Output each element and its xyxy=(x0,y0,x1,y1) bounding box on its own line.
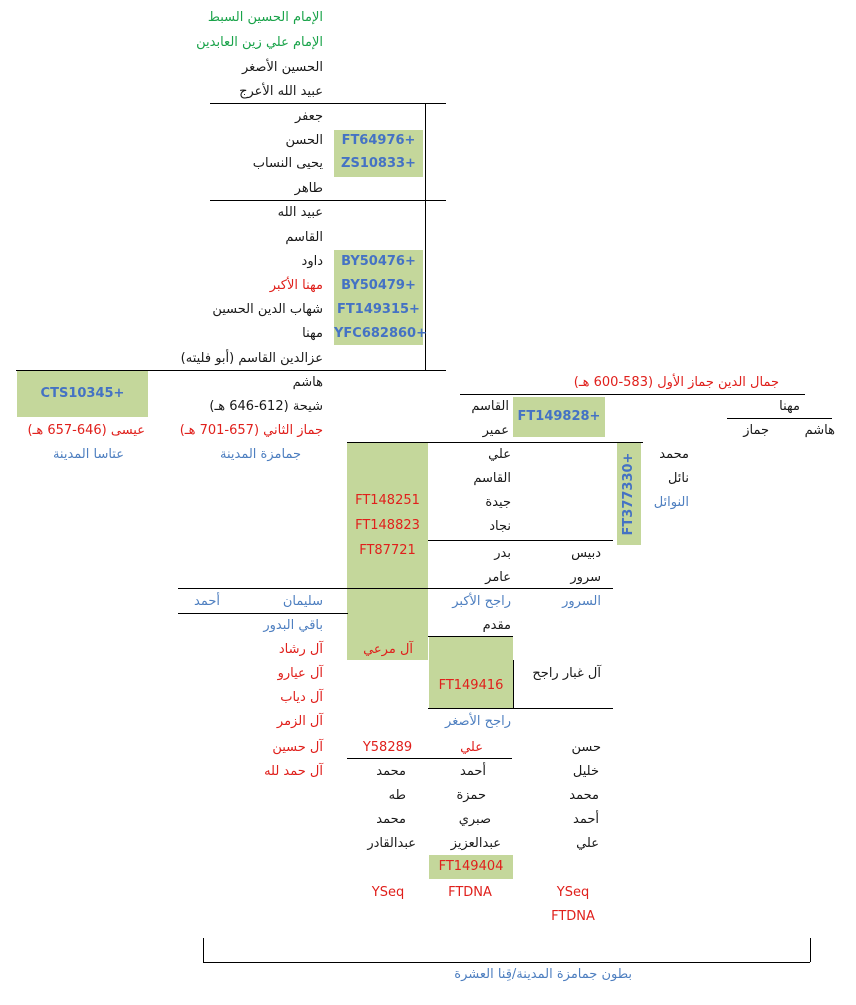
list-item: محمد xyxy=(376,764,406,779)
haplogroup-code: ZS10833+ xyxy=(341,156,416,171)
lineage-name: مهنا الأكبر xyxy=(269,278,323,293)
tribe-nawail: النوائل xyxy=(653,495,689,510)
lineage-name: عبيد الله xyxy=(277,205,323,220)
branch-eisa: عيسى (646-657 هـ) xyxy=(27,423,145,438)
divider-line xyxy=(178,588,613,589)
branch-ali-red: علي xyxy=(460,740,483,755)
tribe-otaisa: عتاسا المدينة xyxy=(52,447,124,462)
branch-muqaddam: مقدم xyxy=(482,618,511,633)
branch-ahmad: أحمد xyxy=(194,594,220,609)
lineage-name: الحسن xyxy=(285,133,323,148)
list-item: علي xyxy=(576,836,599,851)
list-item: حمزة xyxy=(456,788,486,803)
lineage-name: شيحة (612-646 هـ) xyxy=(209,399,323,414)
divider-line xyxy=(460,394,805,395)
divider-line xyxy=(428,708,613,709)
divider-line xyxy=(178,613,348,614)
branch-muhanna: مهنا xyxy=(779,399,800,414)
footer-bracket xyxy=(810,938,811,962)
branch-rajih-akbar: راجح الأكبر xyxy=(452,594,511,609)
lineage-name: يحيى النساب xyxy=(252,156,323,171)
list-item: محمد xyxy=(376,812,406,827)
branch-sulaiman: سليمان xyxy=(282,594,323,609)
divider-line xyxy=(727,418,832,419)
family-husain: آل حسين xyxy=(272,740,323,755)
footer-caption: بطون جمامزة المدينة/قِنا العشرة xyxy=(454,967,632,982)
lab-source: YSeq xyxy=(556,885,590,900)
haplogroup-code: FT149828+ xyxy=(517,409,601,424)
lineage-name: الحسين الأصغر xyxy=(241,60,323,75)
branch-jammaz2: جماز الثاني (657-701 هـ) xyxy=(179,423,323,438)
lineage-name: مهنا xyxy=(302,326,323,341)
lineage-name: عزالدين القاسم (أبو فليته) xyxy=(180,351,323,366)
haplogroup-code: FT149315+ xyxy=(337,302,420,317)
lineage-name: هاشم xyxy=(292,375,323,390)
haplogroup-code: FT149416 xyxy=(438,678,504,693)
family-diyab: آل دياب xyxy=(280,690,323,705)
lab-source: FTDNA xyxy=(448,885,492,900)
divider-line xyxy=(210,200,446,201)
lineage-name: جعفر xyxy=(294,109,323,124)
divider-line xyxy=(428,540,613,541)
branch-najjad: نجاد xyxy=(489,519,511,534)
branch-muhammad: محمد xyxy=(659,447,689,462)
list-item: عبدالعزيز xyxy=(450,836,501,851)
lineage-name: شهاب الدين الحسين xyxy=(212,302,323,317)
list-item: طه xyxy=(388,788,406,803)
branch-badr: بدر xyxy=(494,546,511,561)
divider-line xyxy=(347,442,643,443)
family-hamdallah: آل حمد لله xyxy=(264,764,323,779)
haplogroup-code: YFC682860+ xyxy=(334,326,427,341)
haplogroup-code: FT148823 xyxy=(355,518,420,533)
branch-qasim: القاسم xyxy=(473,471,511,486)
list-item: عبدالقادر xyxy=(367,836,416,851)
haplogroup-code: FT377330+ xyxy=(621,452,636,536)
haplogroup-code: FT148251 xyxy=(355,493,420,508)
branch-nail: نائل xyxy=(667,471,689,486)
lineage-name: الإمام علي زين العابدين xyxy=(196,35,323,50)
family-ayaru: آل عيارو xyxy=(277,666,323,681)
divider-line xyxy=(428,636,513,637)
branch-hasan: حسن xyxy=(571,740,601,755)
family-rashad: آل رشاد xyxy=(278,642,323,657)
family-zumar: آل الزمر xyxy=(276,714,323,729)
branch-jayda: جيدة xyxy=(485,495,511,510)
lineage-name: عبيد الله الأعرج xyxy=(239,84,323,99)
tribe-jamamza: جمامزة المدينة xyxy=(219,447,301,462)
haplo-box-ft149416 xyxy=(429,637,513,708)
haplogroup-code: FT64976+ xyxy=(341,133,416,148)
branch-amir: عامر xyxy=(485,570,511,585)
branch-umair: عمير xyxy=(482,423,509,438)
divider-line xyxy=(347,758,512,759)
footer-bracket xyxy=(203,938,204,962)
haplogroup-code: BY50476+ xyxy=(341,254,416,269)
family-marai: آل مرعي xyxy=(363,642,413,657)
list-item: صبري xyxy=(458,812,491,827)
divider-line xyxy=(513,660,514,708)
branch-rajih-asghar: راجح الأصغر xyxy=(445,714,511,729)
haplogroup-code: CTS10345+ xyxy=(40,386,125,401)
lineage-name: القاسم xyxy=(285,230,323,245)
branch-dubais: دبيس xyxy=(571,546,601,561)
branch-qasim: القاسم xyxy=(471,399,509,414)
divider-line xyxy=(210,103,446,104)
footer-bracket xyxy=(203,962,810,963)
haplogroup-code: BY50479+ xyxy=(341,278,416,293)
list-item: خليل xyxy=(572,764,599,779)
list-item: أحمد xyxy=(573,812,599,827)
branch-jammaz: جماز xyxy=(743,423,769,438)
haplogroup-code: Y58289 xyxy=(362,740,413,755)
lineage-name: طاهر xyxy=(294,181,323,196)
divider-line xyxy=(16,370,446,371)
lab-source: YSeq xyxy=(371,885,405,900)
lineage-name: الإمام الحسين السبط xyxy=(207,10,323,25)
branch-surur: سرور xyxy=(570,570,601,585)
branch-hashim: هاشم xyxy=(804,423,835,438)
branch-baqi-budur: باقي البدور xyxy=(263,618,323,633)
branch-ali: علي xyxy=(488,447,511,462)
lineage-name: داود xyxy=(301,254,323,269)
haplogroup-code: FT149404 xyxy=(438,859,504,874)
list-item: أحمد xyxy=(460,764,486,779)
family-ghubar: آل غبار راجح xyxy=(532,666,601,681)
tribe-surur: السرور xyxy=(562,594,601,609)
list-item: محمد xyxy=(569,788,599,803)
lab-source: FTDNA xyxy=(551,909,595,924)
branch-jamaluddin: جمال الدين جماز الأول (583-600 هـ) xyxy=(573,375,779,390)
haplogroup-code: FT87721 xyxy=(359,543,416,558)
